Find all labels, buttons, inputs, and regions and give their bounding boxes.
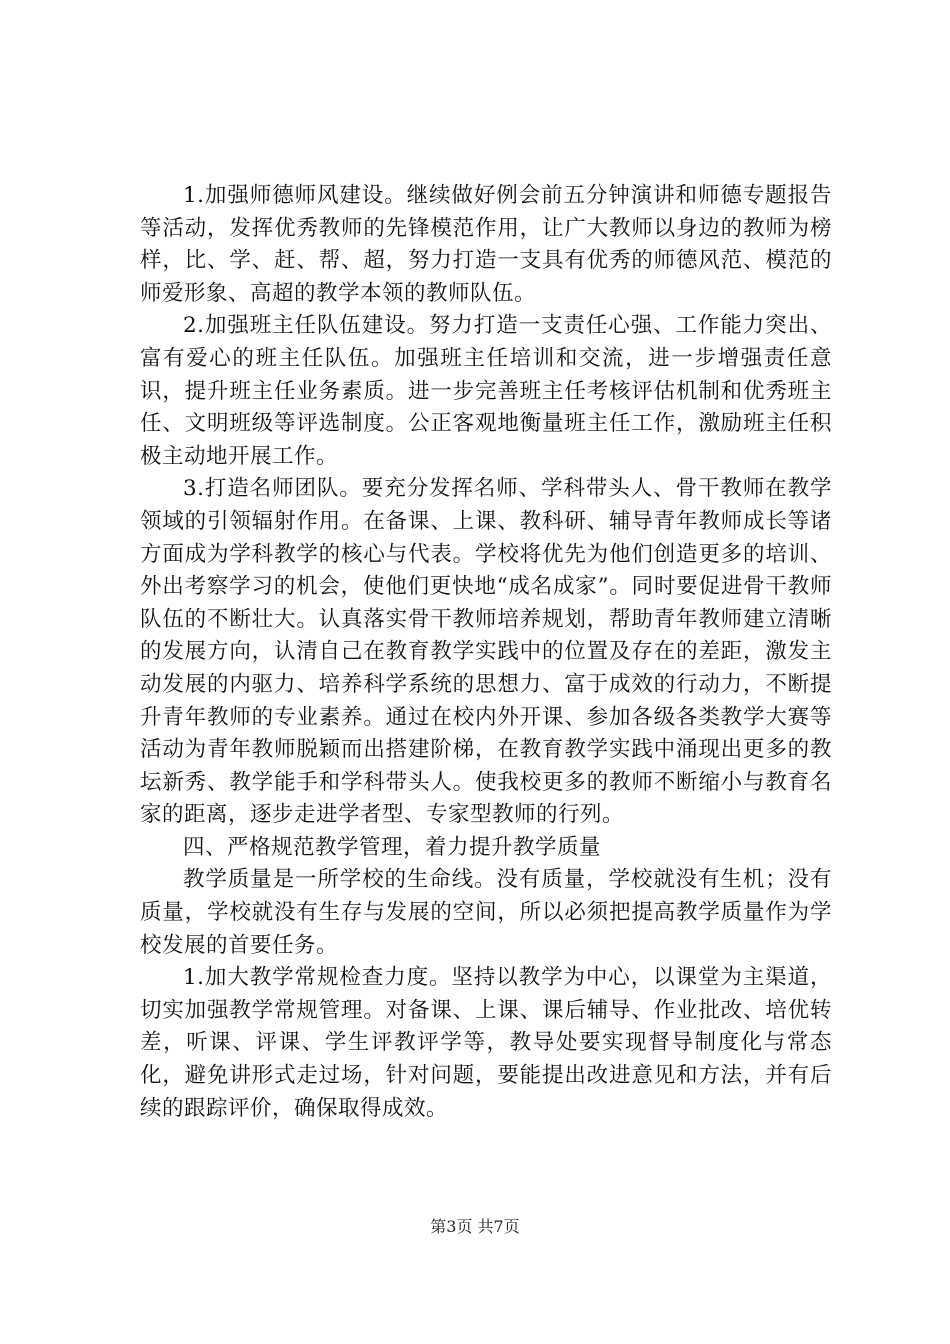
page-number-footer: 第3页 共7页 (430, 1217, 520, 1236)
paragraph-routine-inspection: 1.加大教学常规检查力度。坚持以教学为中心，以课堂为主渠道，切实加强教学常规管理。对备课、上课、课后辅导、作业批改、培优转差，听课、评课、学生评教评学等，教导处要实现督导制度化与常态化，避免讲形式走过场，针对问题，要能提出改进意见和方法，并有后续的跟踪评价，确保取得成效。 (140, 965, 832, 1121)
paragraph-head-teacher-team: 2.加强班主任队伍建设。努力打造一支责任心强、工作能力突出、富有爱心的班主任队伍。加强班主任培训和交流，进一步增强责任意识，提升班主任业务素质。进一步完善班主任考核评估机制和优秀班主任、文明班级等评选制度。公正客观地衡量班主任工作，激励班主任积极主动地开展工作。 (140, 313, 832, 469)
paragraph-teaching-quality: 教学质量是一所学校的生命线。没有质量，学校就没有生机；没有质量，学校就没有生存与发展的空间，所以必须把提高教学质量作为学校发展的首要任务。 (140, 867, 832, 958)
paragraph-teacher-ethics: 1.加强师德师风建设。继续做好例会前五分钟演讲和师德专题报告等活动，发挥优秀教师的先锋模范作用，让广大教师以身边的教师为榜样，比、学、赶、帮、超，努力打造一支具有优秀的师德风范、模范的师爱形象、高超的教学本领的教师队伍。 (140, 183, 832, 306)
section-heading-teaching-management: 四、严格规范教学管理，着力提升教学质量 (183, 834, 602, 860)
paragraph-famous-teacher-team: 3.打造名师团队。要充分发挥名师、学科带头人、骨干教师在教学领域的引领辐射作用。在备课、上课、教科研、辅导青年教师成长等诸方面成为学科教学的核心与代表。学校将优先为他们创造更多的培训、外出考察学习的机会，使他们更快地“成名成家”。同时要促进骨干教师队伍的不断壮大。认真落实骨干教师培养规划，帮助青年教师建立清晰的发展方向，认清自己在教育教学实践中的位置及存在的差距，激发主动发展的内驱力、培养科学系统的思想力、富于成效的行动力，不断提升青年教师的专业素养。通过在校内外开课、参加各级各类教学大赛等活动为青年教师脱颖而出搭建阶梯，在教育教学实践中涌现出更多的教坛新秀、教学能手和学科带头人。使我校更多的教师不断缩小与教育名家的距离，逐步走进学者型、专家型教师的行列。 (140, 476, 832, 828)
document-body (140, 180, 832, 1125)
